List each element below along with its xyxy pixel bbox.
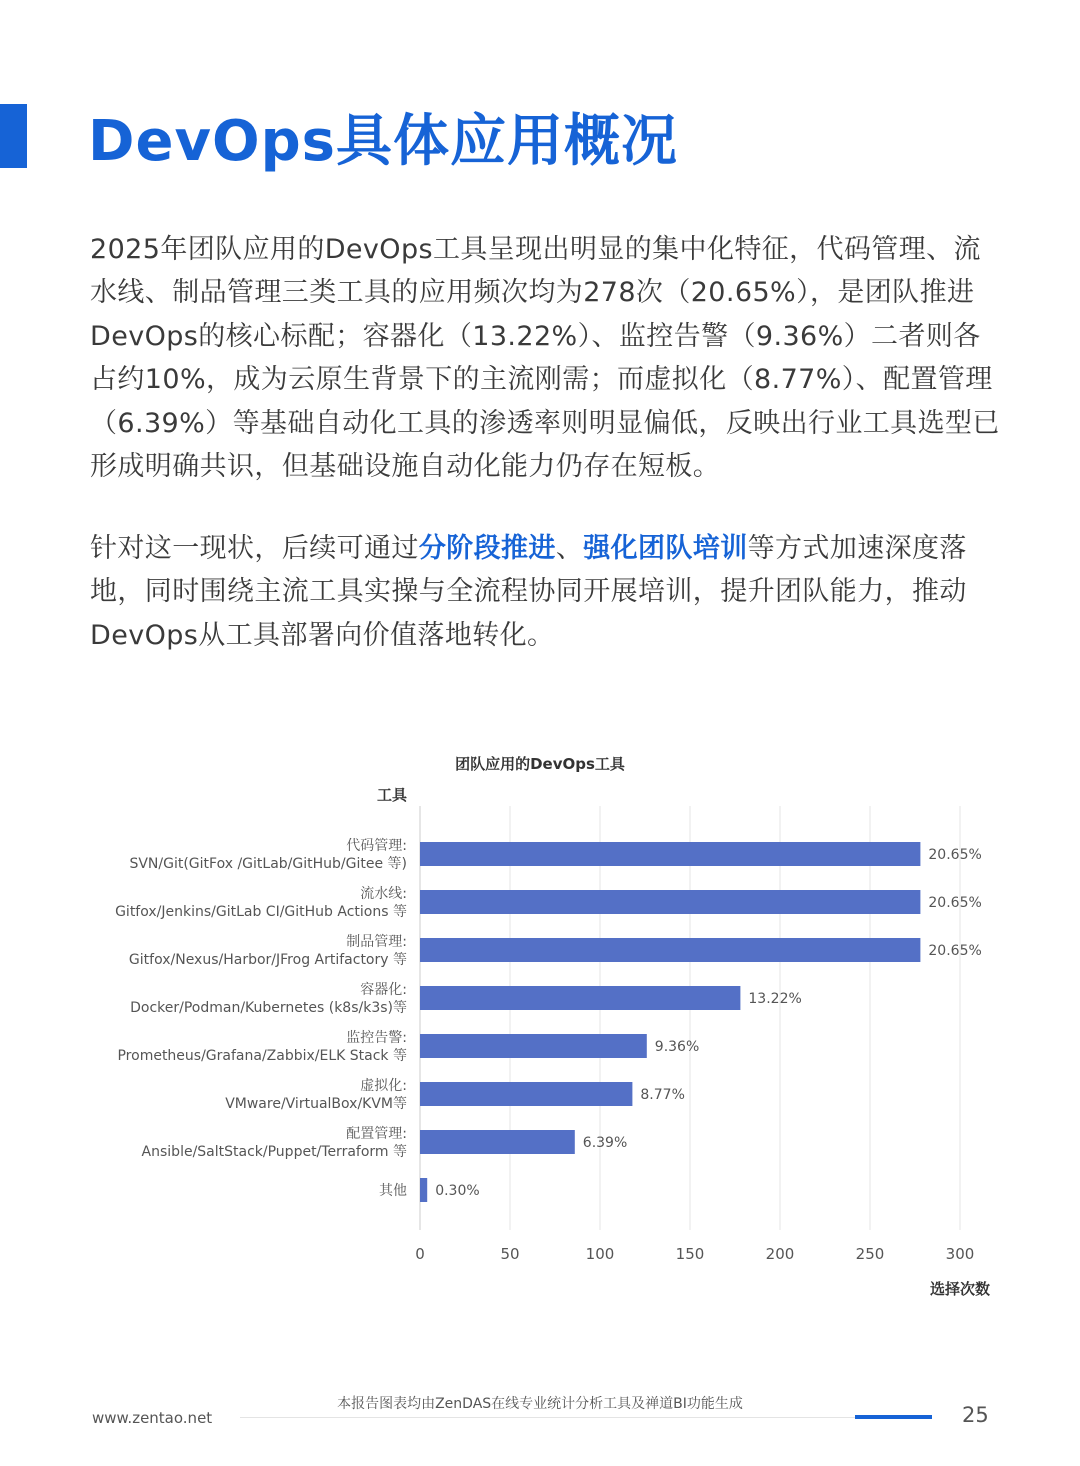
footer-divider: [240, 1417, 930, 1418]
category-label-line1: 制品管理:: [346, 934, 407, 950]
footer-url[interactable]: www.zentao.net: [92, 1409, 213, 1427]
category-label-line2: SVN/Git(GitFox /GitLab/GitHub/Gitee 等): [129, 856, 407, 872]
category-label-line2: Ansible/SaltStack/Puppet/Terraform 等: [141, 1144, 407, 1160]
page-number: 25: [962, 1403, 989, 1427]
chart-title: 团队应用的DevOps工具: [455, 755, 625, 773]
bar: [420, 1082, 632, 1106]
category-label-line2: Gitfox/Nexus/Harbor/JFrog Artifactory 等: [128, 952, 407, 968]
intro-paragraph: 2025年团队应用的DevOps工具呈现出明显的集中化特征，代码管理、流水线、制品管理三类工具的应用频次均为278次（20.65%），是团队推进DevOps的核心标配；容器化（13.22%）、监控告警（9.36%）二者则各占约10%，成为云原生背景下的主流刚需；而虚拟化（8.77%）、配置管理（6.39%）等基础自动化工具的渗透率则明显偏低，反映出行业工具选型已形成明确共识，但基础设施自动化能力仍存在短板。: [90, 234, 1000, 483]
highlight-separator: 、: [555, 533, 584, 564]
x-tick-label: 200: [765, 1245, 795, 1263]
x-tick-label: 50: [500, 1245, 520, 1263]
footer-source-note: 本报告图表均由ZenDAS在线专业统计分析工具及禅道BI功能生成: [337, 1396, 743, 1412]
bar: [420, 1178, 427, 1202]
x-tick-label: 0: [415, 1245, 425, 1263]
category-label-line2: Gitfox/Jenkins/GitLab CI/GitHub Actions 等: [115, 904, 407, 920]
bar: [420, 986, 740, 1010]
category-label-line1: 配置管理:: [346, 1126, 407, 1142]
x-axis-title: 选择次数: [929, 1280, 990, 1298]
category-label-line1: 代码管理:: [346, 838, 407, 854]
footer-accent-bar: [855, 1415, 932, 1419]
bar-value-label: 8.77%: [640, 1087, 685, 1103]
bar: [420, 842, 920, 866]
category-label-line1: 流水线:: [360, 886, 407, 902]
recommendation-paragraph: [90, 527, 1002, 657]
bar: [420, 1034, 647, 1058]
category-label-line2: Docker/Podman/Kubernetes (k8s/k3s)等: [130, 1000, 407, 1016]
bar-value-label: 20.65%: [928, 895, 982, 911]
bar-value-label: 9.36%: [654, 1039, 700, 1055]
title-accent-bar: [0, 104, 27, 168]
x-tick-label: 150: [675, 1245, 705, 1263]
highlight-phased-rollout: 分阶段推进: [418, 533, 556, 564]
bar-value-label: 20.65%: [928, 943, 982, 959]
category-label-line2: VMware/VirtualBox/KVM等: [225, 1096, 407, 1112]
bar: [420, 938, 920, 962]
devops-tools-chart: [0, 740, 1080, 1320]
bar-value-label: 0.30%: [435, 1183, 480, 1199]
bar-value-label: 6.39%: [582, 1135, 628, 1151]
x-tick-label: 100: [585, 1245, 615, 1263]
category-label-line1: 虚拟化:: [360, 1078, 407, 1094]
category-label: 其他: [379, 1183, 407, 1199]
x-tick-label: 250: [855, 1245, 885, 1263]
page-title: DevOps具体应用概况: [88, 109, 678, 174]
y-axis-title: 工具: [376, 786, 407, 804]
category-label-line1: 容器化:: [360, 982, 407, 998]
bar: [420, 1130, 575, 1154]
bar: [420, 890, 920, 914]
bar-value-label: 13.22%: [748, 991, 802, 1007]
category-label-line2: Prometheus/Grafana/Zabbix/ELK Stack 等: [117, 1048, 407, 1064]
x-tick-label: 300: [945, 1245, 975, 1263]
bar-chart-svg: [0, 740, 1080, 1320]
recommendation-text-start: 针对这一现状，后续可通过: [90, 533, 419, 564]
category-label-line1: 监控告警:: [346, 1030, 407, 1046]
recommendation-text-end: 等方式加速深度落地，同时围绕主流工具实操与全流程协同开展培训，提升团队能力，推动DevOps从工具部署向价值落地转化。: [90, 533, 967, 651]
highlight-team-training: 强化团队培训: [583, 533, 748, 564]
bar-value-label: 20.65%: [928, 847, 982, 863]
